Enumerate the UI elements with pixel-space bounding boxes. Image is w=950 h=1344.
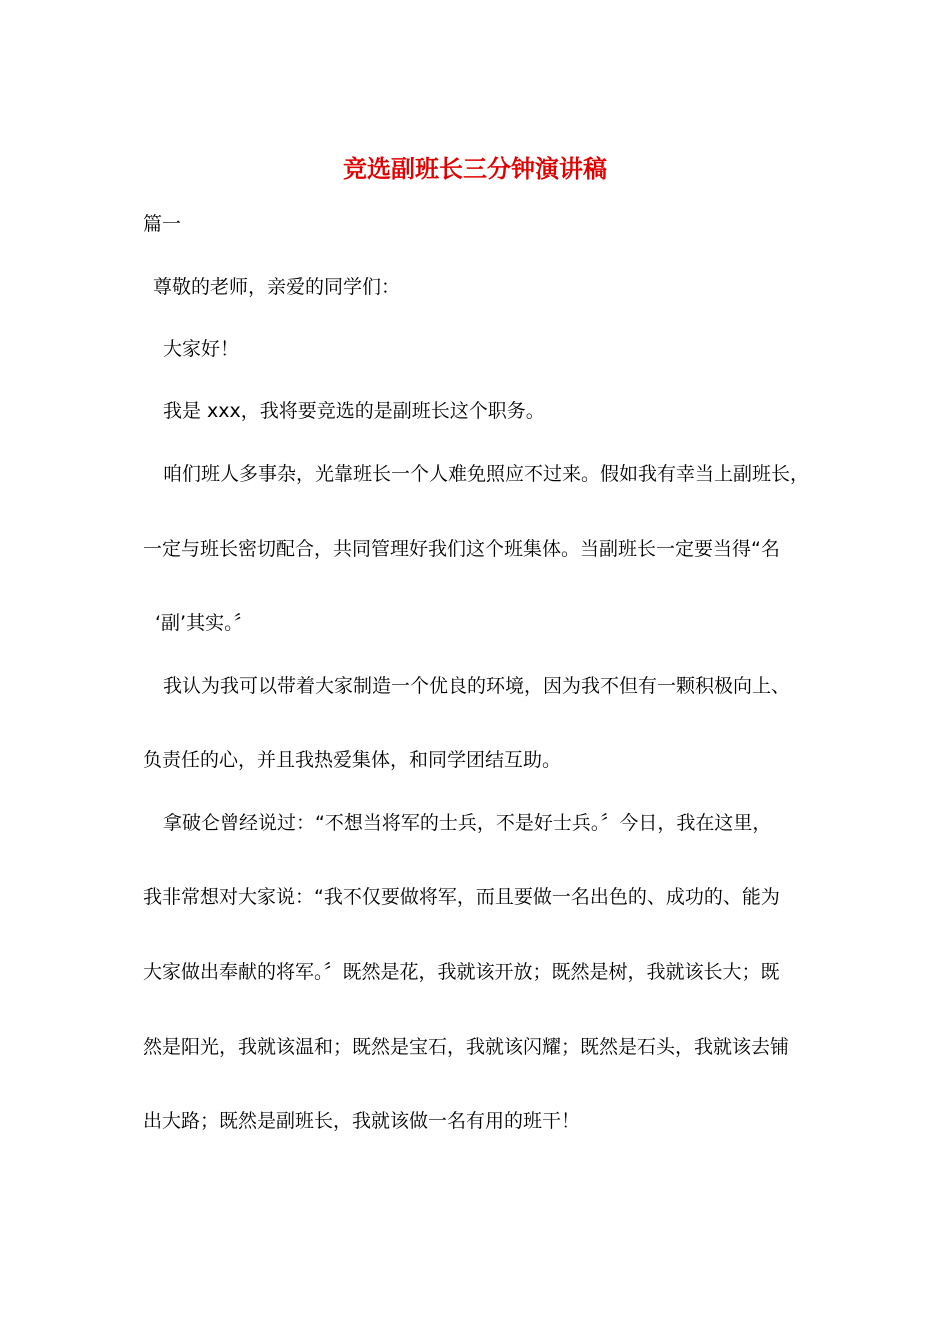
greeting: 大家好！	[163, 338, 240, 360]
paragraph-line: 大家做出奉献的将军。〞既然是花，我就该开放；既然是树，我就该长大；既	[143, 961, 780, 983]
paragraph-line: 负责任的心，并且我热爱集体，和同学团结互助。	[143, 749, 562, 771]
paragraph-line: 出大路；既然是副班长，我就该做一名有用的班干！	[143, 1110, 581, 1132]
paragraph-line: 我是 xxx，我将要竞选的是副班长这个职务。	[163, 400, 545, 422]
paragraph-line: ‘副’其实。〞	[155, 612, 253, 634]
section-label: 篇一	[143, 213, 182, 235]
paragraph-line: 我认为我可以带着大家制造一个优良的环境，因为我不但有一颗积极向上、	[163, 675, 791, 697]
paragraph-line: 一定与班长密切配合，共同管理好我们这个班集体。当副班长一定要当得“名	[143, 538, 780, 560]
paragraph-line: 拿破仑曾经说过：“不想当将军的士兵，不是好士兵。〞今日，我在这里，	[163, 812, 772, 834]
paragraph-line: 我非常想对大家说：“我不仅要做将军，而且要做一名出色的、成功的、能为	[143, 886, 780, 908]
salutation: 尊敬的老师，亲爱的同学们：	[153, 276, 401, 298]
paragraph-line: 咱们班人多事杂，光靠班长一个人难免照应不过来。假如我有幸当上副班长，	[163, 463, 810, 485]
paragraph-line: 然是阳光，我就该温和；既然是宝石，我就该闪耀；既然是石头，我就该去铺	[143, 1036, 790, 1058]
document-title: 竞选副班长三分钟演讲稿	[343, 154, 607, 183]
